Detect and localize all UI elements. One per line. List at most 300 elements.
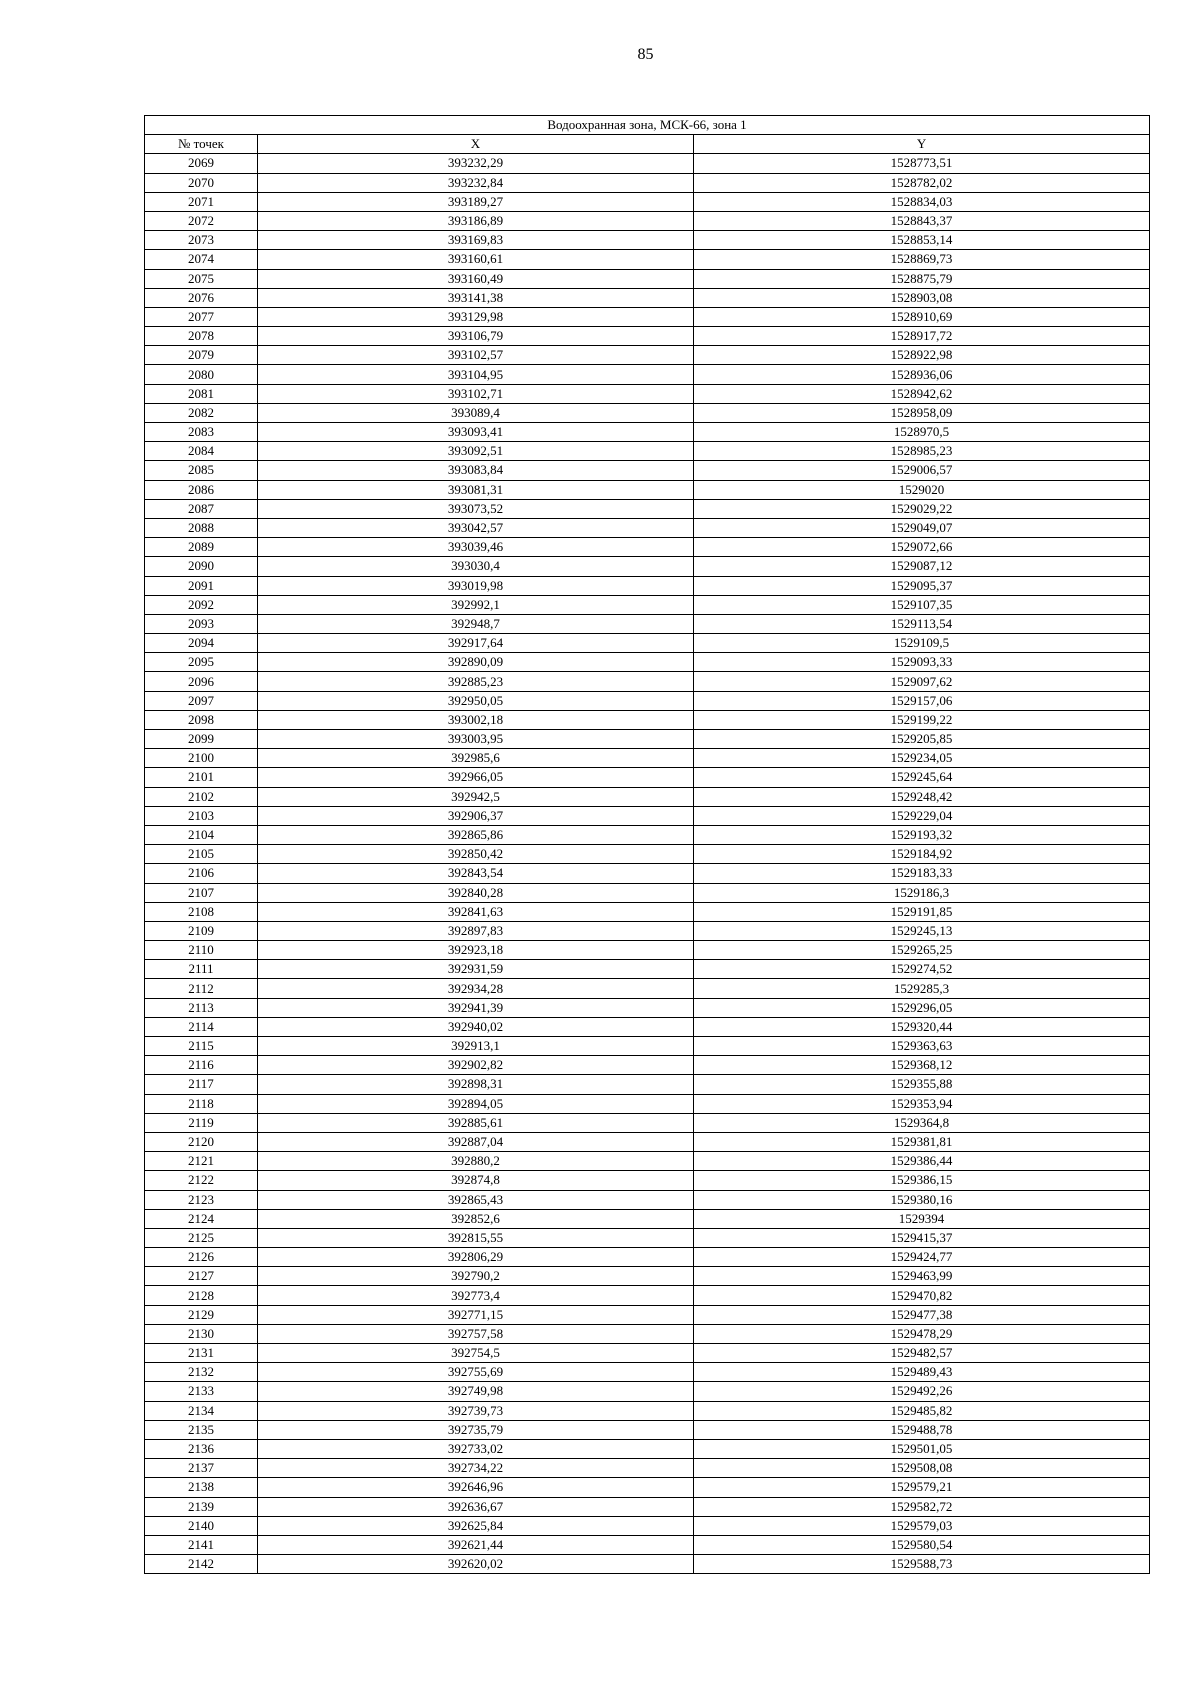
cell-x: 392931,59 bbox=[258, 960, 694, 979]
cell-y: 1529580,54 bbox=[694, 1535, 1150, 1554]
table-row bbox=[145, 1344, 1150, 1363]
table-row bbox=[145, 902, 1150, 921]
cell-point-number: 2128 bbox=[145, 1286, 258, 1305]
table-row bbox=[145, 921, 1150, 940]
table-row bbox=[145, 825, 1150, 844]
cell-x: 392790,2 bbox=[258, 1267, 694, 1286]
cell-point-number: 2075 bbox=[145, 269, 258, 288]
cell-y: 1529488,78 bbox=[694, 1420, 1150, 1439]
cell-point-number: 2117 bbox=[145, 1075, 258, 1094]
cell-x: 393232,84 bbox=[258, 173, 694, 192]
table-row bbox=[145, 346, 1150, 365]
cell-x: 392897,83 bbox=[258, 921, 694, 940]
table-row bbox=[145, 231, 1150, 250]
cell-x: 393129,98 bbox=[258, 307, 694, 326]
cell-y: 1529029,22 bbox=[694, 499, 1150, 518]
table-row bbox=[145, 749, 1150, 768]
cell-x: 392620,02 bbox=[258, 1555, 694, 1574]
table-row bbox=[145, 288, 1150, 307]
cell-y: 1528782,02 bbox=[694, 173, 1150, 192]
cell-y: 1529285,3 bbox=[694, 979, 1150, 998]
page-number: 85 bbox=[637, 46, 654, 63]
cell-point-number: 2090 bbox=[145, 557, 258, 576]
table-row bbox=[145, 941, 1150, 960]
cell-x: 392850,42 bbox=[258, 845, 694, 864]
cell-x: 392755,69 bbox=[258, 1363, 694, 1382]
table-row bbox=[145, 864, 1150, 883]
cell-y: 1529386,44 bbox=[694, 1152, 1150, 1171]
cell-y: 1529320,44 bbox=[694, 1017, 1150, 1036]
table-row bbox=[145, 1459, 1150, 1478]
table-row bbox=[145, 384, 1150, 403]
cell-y: 1529579,03 bbox=[694, 1516, 1150, 1535]
table-row bbox=[145, 442, 1150, 461]
table-row bbox=[145, 1305, 1150, 1324]
cell-y: 1529355,88 bbox=[694, 1075, 1150, 1094]
cell-y: 1529229,04 bbox=[694, 806, 1150, 825]
cell-point-number: 2069 bbox=[145, 154, 258, 173]
cell-y: 1529482,57 bbox=[694, 1344, 1150, 1363]
cell-y: 1528922,98 bbox=[694, 346, 1150, 365]
cell-x: 393104,95 bbox=[258, 365, 694, 384]
cell-point-number: 2083 bbox=[145, 423, 258, 442]
table-row bbox=[145, 845, 1150, 864]
table-row bbox=[145, 1056, 1150, 1075]
table-row bbox=[145, 998, 1150, 1017]
table-row bbox=[145, 1017, 1150, 1036]
cell-y: 1529274,52 bbox=[694, 960, 1150, 979]
table-row bbox=[145, 1401, 1150, 1420]
cell-x: 392739,73 bbox=[258, 1401, 694, 1420]
cell-x: 393169,83 bbox=[258, 231, 694, 250]
cell-y: 1529087,12 bbox=[694, 557, 1150, 576]
cell-x: 393042,57 bbox=[258, 518, 694, 537]
table-row bbox=[145, 1113, 1150, 1132]
cell-point-number: 2088 bbox=[145, 518, 258, 537]
cell-x: 393083,84 bbox=[258, 461, 694, 480]
cell-y: 1528942,62 bbox=[694, 384, 1150, 403]
table-row bbox=[145, 1420, 1150, 1439]
cell-x: 392865,43 bbox=[258, 1190, 694, 1209]
table-row bbox=[145, 614, 1150, 633]
cell-x: 392880,2 bbox=[258, 1152, 694, 1171]
column-header-point-number: № точек bbox=[145, 135, 258, 154]
cell-y: 1528853,14 bbox=[694, 231, 1150, 250]
cell-x: 392735,79 bbox=[258, 1420, 694, 1439]
cell-point-number: 2084 bbox=[145, 442, 258, 461]
cell-x: 393232,29 bbox=[258, 154, 694, 173]
cell-point-number: 2072 bbox=[145, 211, 258, 230]
table-row bbox=[145, 173, 1150, 192]
table-row bbox=[145, 787, 1150, 806]
cell-x: 393030,4 bbox=[258, 557, 694, 576]
table-row bbox=[145, 1228, 1150, 1247]
cell-y: 1529245,13 bbox=[694, 921, 1150, 940]
cell-point-number: 2111 bbox=[145, 960, 258, 979]
cell-x: 393189,27 bbox=[258, 192, 694, 211]
table-row bbox=[145, 403, 1150, 422]
cell-x: 392843,54 bbox=[258, 864, 694, 883]
cell-y: 1529113,54 bbox=[694, 614, 1150, 633]
table-row bbox=[145, 1555, 1150, 1574]
cell-x: 392966,05 bbox=[258, 768, 694, 787]
cell-y: 1529184,92 bbox=[694, 845, 1150, 864]
cell-x: 393092,51 bbox=[258, 442, 694, 461]
table-row bbox=[145, 557, 1150, 576]
cell-y: 1529191,85 bbox=[694, 902, 1150, 921]
cell-point-number: 2093 bbox=[145, 614, 258, 633]
cell-y: 1529020 bbox=[694, 480, 1150, 499]
cell-point-number: 2086 bbox=[145, 480, 258, 499]
cell-x: 392950,05 bbox=[258, 691, 694, 710]
cell-point-number: 2071 bbox=[145, 192, 258, 211]
table-row bbox=[145, 480, 1150, 499]
table-row bbox=[145, 806, 1150, 825]
table-row bbox=[145, 730, 1150, 749]
cell-x: 393160,61 bbox=[258, 250, 694, 269]
cell-point-number: 2123 bbox=[145, 1190, 258, 1209]
cell-x: 393003,95 bbox=[258, 730, 694, 749]
cell-y: 1529381,81 bbox=[694, 1132, 1150, 1151]
cell-y: 1528917,72 bbox=[694, 327, 1150, 346]
cell-point-number: 2085 bbox=[145, 461, 258, 480]
cell-point-number: 2109 bbox=[145, 921, 258, 940]
cell-y: 1529265,25 bbox=[694, 941, 1150, 960]
cell-point-number: 2115 bbox=[145, 1037, 258, 1056]
cell-x: 393039,46 bbox=[258, 538, 694, 557]
cell-y: 1529363,63 bbox=[694, 1037, 1150, 1056]
cell-y: 1528985,23 bbox=[694, 442, 1150, 461]
cell-y: 1529470,82 bbox=[694, 1286, 1150, 1305]
table-row bbox=[145, 634, 1150, 653]
cell-point-number: 2133 bbox=[145, 1382, 258, 1401]
cell-x: 392894,05 bbox=[258, 1094, 694, 1113]
table-row bbox=[145, 307, 1150, 326]
cell-point-number: 2102 bbox=[145, 787, 258, 806]
cell-x: 392906,37 bbox=[258, 806, 694, 825]
cell-x: 392890,09 bbox=[258, 653, 694, 672]
cell-point-number: 2101 bbox=[145, 768, 258, 787]
table-row bbox=[145, 883, 1150, 902]
table-row bbox=[145, 710, 1150, 729]
cell-point-number: 2094 bbox=[145, 634, 258, 653]
cell-x: 392898,31 bbox=[258, 1075, 694, 1094]
cell-y: 1529006,57 bbox=[694, 461, 1150, 480]
cell-x: 393186,89 bbox=[258, 211, 694, 230]
cell-x: 392841,63 bbox=[258, 902, 694, 921]
cell-point-number: 2099 bbox=[145, 730, 258, 749]
table-row bbox=[145, 1324, 1150, 1343]
cell-point-number: 2091 bbox=[145, 576, 258, 595]
cell-point-number: 2081 bbox=[145, 384, 258, 403]
table-row bbox=[145, 672, 1150, 691]
cell-y: 1529234,05 bbox=[694, 749, 1150, 768]
cell-point-number: 2114 bbox=[145, 1017, 258, 1036]
cell-point-number: 2078 bbox=[145, 327, 258, 346]
cell-x: 393102,57 bbox=[258, 346, 694, 365]
cell-y: 1529489,43 bbox=[694, 1363, 1150, 1382]
table-row bbox=[145, 1535, 1150, 1554]
cell-point-number: 2079 bbox=[145, 346, 258, 365]
cell-y: 1529183,33 bbox=[694, 864, 1150, 883]
table-row bbox=[145, 423, 1150, 442]
cell-point-number: 2108 bbox=[145, 902, 258, 921]
cell-y: 1529353,94 bbox=[694, 1094, 1150, 1113]
column-header-x: X bbox=[258, 135, 694, 154]
cell-y: 1528875,79 bbox=[694, 269, 1150, 288]
cell-x: 393019,98 bbox=[258, 576, 694, 595]
cell-y: 1529588,73 bbox=[694, 1555, 1150, 1574]
table-row bbox=[145, 461, 1150, 480]
cell-point-number: 2107 bbox=[145, 883, 258, 902]
cell-x: 392948,7 bbox=[258, 614, 694, 633]
cell-point-number: 2138 bbox=[145, 1478, 258, 1497]
cell-y: 1528958,09 bbox=[694, 403, 1150, 422]
cell-x: 392621,44 bbox=[258, 1535, 694, 1554]
cell-x: 393073,52 bbox=[258, 499, 694, 518]
cell-y: 1529415,37 bbox=[694, 1228, 1150, 1247]
table-row bbox=[145, 1248, 1150, 1267]
table-row bbox=[145, 595, 1150, 614]
cell-y: 1529424,77 bbox=[694, 1248, 1150, 1267]
cell-point-number: 2104 bbox=[145, 825, 258, 844]
cell-point-number: 2076 bbox=[145, 288, 258, 307]
cell-y: 1528970,5 bbox=[694, 423, 1150, 442]
cell-x: 392941,39 bbox=[258, 998, 694, 1017]
cell-x: 393002,18 bbox=[258, 710, 694, 729]
cell-point-number: 2095 bbox=[145, 653, 258, 672]
cell-y: 1529095,37 bbox=[694, 576, 1150, 595]
cell-y: 1528773,51 bbox=[694, 154, 1150, 173]
cell-x: 393089,4 bbox=[258, 403, 694, 422]
cell-point-number: 2137 bbox=[145, 1459, 258, 1478]
cell-x: 392923,18 bbox=[258, 941, 694, 960]
cell-point-number: 2105 bbox=[145, 845, 258, 864]
cell-y: 1528936,06 bbox=[694, 365, 1150, 384]
table-row bbox=[145, 269, 1150, 288]
cell-point-number: 2089 bbox=[145, 538, 258, 557]
table-row bbox=[145, 653, 1150, 672]
cell-point-number: 2131 bbox=[145, 1344, 258, 1363]
cell-y: 1528869,73 bbox=[694, 250, 1150, 269]
cell-point-number: 2110 bbox=[145, 941, 258, 960]
cell-y: 1529380,16 bbox=[694, 1190, 1150, 1209]
cell-point-number: 2127 bbox=[145, 1267, 258, 1286]
cell-point-number: 2106 bbox=[145, 864, 258, 883]
cell-point-number: 2077 bbox=[145, 307, 258, 326]
cell-y: 1528843,37 bbox=[694, 211, 1150, 230]
cell-x: 392942,5 bbox=[258, 787, 694, 806]
coordinates-table bbox=[144, 115, 1150, 1574]
table-body bbox=[145, 154, 1150, 1574]
cell-x: 392734,22 bbox=[258, 1459, 694, 1478]
cell-point-number: 2129 bbox=[145, 1305, 258, 1324]
cell-y: 1529245,64 bbox=[694, 768, 1150, 787]
table-row bbox=[145, 1209, 1150, 1228]
cell-y: 1529049,07 bbox=[694, 518, 1150, 537]
cell-x: 392646,96 bbox=[258, 1478, 694, 1497]
cell-x: 392992,1 bbox=[258, 595, 694, 614]
cell-y: 1528903,08 bbox=[694, 288, 1150, 307]
cell-point-number: 2132 bbox=[145, 1363, 258, 1382]
table-row bbox=[145, 768, 1150, 787]
table-row bbox=[145, 1037, 1150, 1056]
table-row bbox=[145, 691, 1150, 710]
table-row bbox=[145, 1382, 1150, 1401]
table-row bbox=[145, 576, 1150, 595]
table-row bbox=[145, 1478, 1150, 1497]
table-title: Водоохранная зона, МСК-66, зона 1 bbox=[145, 116, 1150, 135]
cell-y: 1529107,35 bbox=[694, 595, 1150, 614]
table-row bbox=[145, 1439, 1150, 1458]
table-row bbox=[145, 1516, 1150, 1535]
table-row bbox=[145, 1132, 1150, 1151]
cell-y: 1529205,85 bbox=[694, 730, 1150, 749]
cell-x: 392815,55 bbox=[258, 1228, 694, 1247]
cell-x: 393093,41 bbox=[258, 423, 694, 442]
cell-y: 1529157,06 bbox=[694, 691, 1150, 710]
table-row bbox=[145, 365, 1150, 384]
cell-y: 1529508,08 bbox=[694, 1459, 1150, 1478]
cell-y: 1529492,26 bbox=[694, 1382, 1150, 1401]
cell-x: 392625,84 bbox=[258, 1516, 694, 1535]
cell-y: 1529368,12 bbox=[694, 1056, 1150, 1075]
cell-y: 1529364,8 bbox=[694, 1113, 1150, 1132]
cell-x: 392636,67 bbox=[258, 1497, 694, 1516]
table-row bbox=[145, 1171, 1150, 1190]
cell-point-number: 2103 bbox=[145, 806, 258, 825]
cell-y: 1529579,21 bbox=[694, 1478, 1150, 1497]
cell-y: 1529072,66 bbox=[694, 538, 1150, 557]
table-row bbox=[145, 192, 1150, 211]
cell-x: 392757,58 bbox=[258, 1324, 694, 1343]
cell-point-number: 2134 bbox=[145, 1401, 258, 1420]
cell-point-number: 2135 bbox=[145, 1420, 258, 1439]
cell-y: 1529193,32 bbox=[694, 825, 1150, 844]
cell-x: 392754,5 bbox=[258, 1344, 694, 1363]
cell-x: 392902,82 bbox=[258, 1056, 694, 1075]
table-row bbox=[145, 1190, 1150, 1209]
cell-x: 392733,02 bbox=[258, 1439, 694, 1458]
cell-point-number: 2140 bbox=[145, 1516, 258, 1535]
cell-point-number: 2074 bbox=[145, 250, 258, 269]
cell-point-number: 2100 bbox=[145, 749, 258, 768]
table-row bbox=[145, 1267, 1150, 1286]
cell-x: 392985,6 bbox=[258, 749, 694, 768]
cell-x: 392771,15 bbox=[258, 1305, 694, 1324]
cell-x: 393160,49 bbox=[258, 269, 694, 288]
cell-x: 393106,79 bbox=[258, 327, 694, 346]
table-row bbox=[145, 1075, 1150, 1094]
cell-y: 1529093,33 bbox=[694, 653, 1150, 672]
cell-x: 393102,71 bbox=[258, 384, 694, 403]
cell-x: 392885,61 bbox=[258, 1113, 694, 1132]
table-row bbox=[145, 154, 1150, 173]
cell-x: 392806,29 bbox=[258, 1248, 694, 1267]
cell-point-number: 2097 bbox=[145, 691, 258, 710]
cell-point-number: 2125 bbox=[145, 1228, 258, 1247]
cell-y: 1529296,05 bbox=[694, 998, 1150, 1017]
table-row bbox=[145, 1286, 1150, 1305]
cell-y: 1529485,82 bbox=[694, 1401, 1150, 1420]
cell-y: 1529097,62 bbox=[694, 672, 1150, 691]
cell-point-number: 2142 bbox=[145, 1555, 258, 1574]
cell-point-number: 2119 bbox=[145, 1113, 258, 1132]
cell-y: 1529248,42 bbox=[694, 787, 1150, 806]
cell-point-number: 2070 bbox=[145, 173, 258, 192]
cell-y: 1529386,15 bbox=[694, 1171, 1150, 1190]
cell-x: 392887,04 bbox=[258, 1132, 694, 1151]
table-row bbox=[145, 1094, 1150, 1113]
cell-y: 1529394 bbox=[694, 1209, 1150, 1228]
cell-y: 1528834,03 bbox=[694, 192, 1150, 211]
cell-point-number: 2082 bbox=[145, 403, 258, 422]
table-row bbox=[145, 211, 1150, 230]
cell-x: 392749,98 bbox=[258, 1382, 694, 1401]
cell-point-number: 2139 bbox=[145, 1497, 258, 1516]
cell-point-number: 2073 bbox=[145, 231, 258, 250]
cell-x: 392917,64 bbox=[258, 634, 694, 653]
cell-x: 392865,86 bbox=[258, 825, 694, 844]
table-row bbox=[145, 1497, 1150, 1516]
cell-point-number: 2112 bbox=[145, 979, 258, 998]
cell-x: 393081,31 bbox=[258, 480, 694, 499]
cell-y: 1529199,22 bbox=[694, 710, 1150, 729]
cell-point-number: 2120 bbox=[145, 1132, 258, 1151]
cell-x: 392940,02 bbox=[258, 1017, 694, 1036]
table-row bbox=[145, 327, 1150, 346]
cell-point-number: 2087 bbox=[145, 499, 258, 518]
cell-x: 392934,28 bbox=[258, 979, 694, 998]
cell-x: 392773,4 bbox=[258, 1286, 694, 1305]
cell-y: 1529109,5 bbox=[694, 634, 1150, 653]
cell-y: 1529477,38 bbox=[694, 1305, 1150, 1324]
cell-x: 392840,28 bbox=[258, 883, 694, 902]
cell-point-number: 2126 bbox=[145, 1248, 258, 1267]
table-row bbox=[145, 979, 1150, 998]
cell-point-number: 2122 bbox=[145, 1171, 258, 1190]
cell-point-number: 2080 bbox=[145, 365, 258, 384]
table-row bbox=[145, 538, 1150, 557]
column-header-y: Y bbox=[694, 135, 1150, 154]
cell-y: 1529478,29 bbox=[694, 1324, 1150, 1343]
table-row bbox=[145, 1152, 1150, 1171]
cell-x: 392852,6 bbox=[258, 1209, 694, 1228]
cell-y: 1528910,69 bbox=[694, 307, 1150, 326]
cell-x: 392885,23 bbox=[258, 672, 694, 691]
table-row bbox=[145, 518, 1150, 537]
cell-point-number: 2118 bbox=[145, 1094, 258, 1113]
cell-y: 1529186,3 bbox=[694, 883, 1150, 902]
cell-point-number: 2130 bbox=[145, 1324, 258, 1343]
cell-point-number: 2092 bbox=[145, 595, 258, 614]
table-row bbox=[145, 250, 1150, 269]
cell-point-number: 2136 bbox=[145, 1439, 258, 1458]
cell-y: 1529501,05 bbox=[694, 1439, 1150, 1458]
table-row bbox=[145, 1363, 1150, 1382]
cell-x: 392874,8 bbox=[258, 1171, 694, 1190]
cell-x: 393141,38 bbox=[258, 288, 694, 307]
cell-point-number: 2141 bbox=[145, 1535, 258, 1554]
cell-point-number: 2096 bbox=[145, 672, 258, 691]
cell-point-number: 2121 bbox=[145, 1152, 258, 1171]
cell-point-number: 2098 bbox=[145, 710, 258, 729]
table-row bbox=[145, 960, 1150, 979]
cell-y: 1529582,72 bbox=[694, 1497, 1150, 1516]
table-row bbox=[145, 499, 1150, 518]
cell-x: 392913,1 bbox=[258, 1037, 694, 1056]
cell-y: 1529463,99 bbox=[694, 1267, 1150, 1286]
